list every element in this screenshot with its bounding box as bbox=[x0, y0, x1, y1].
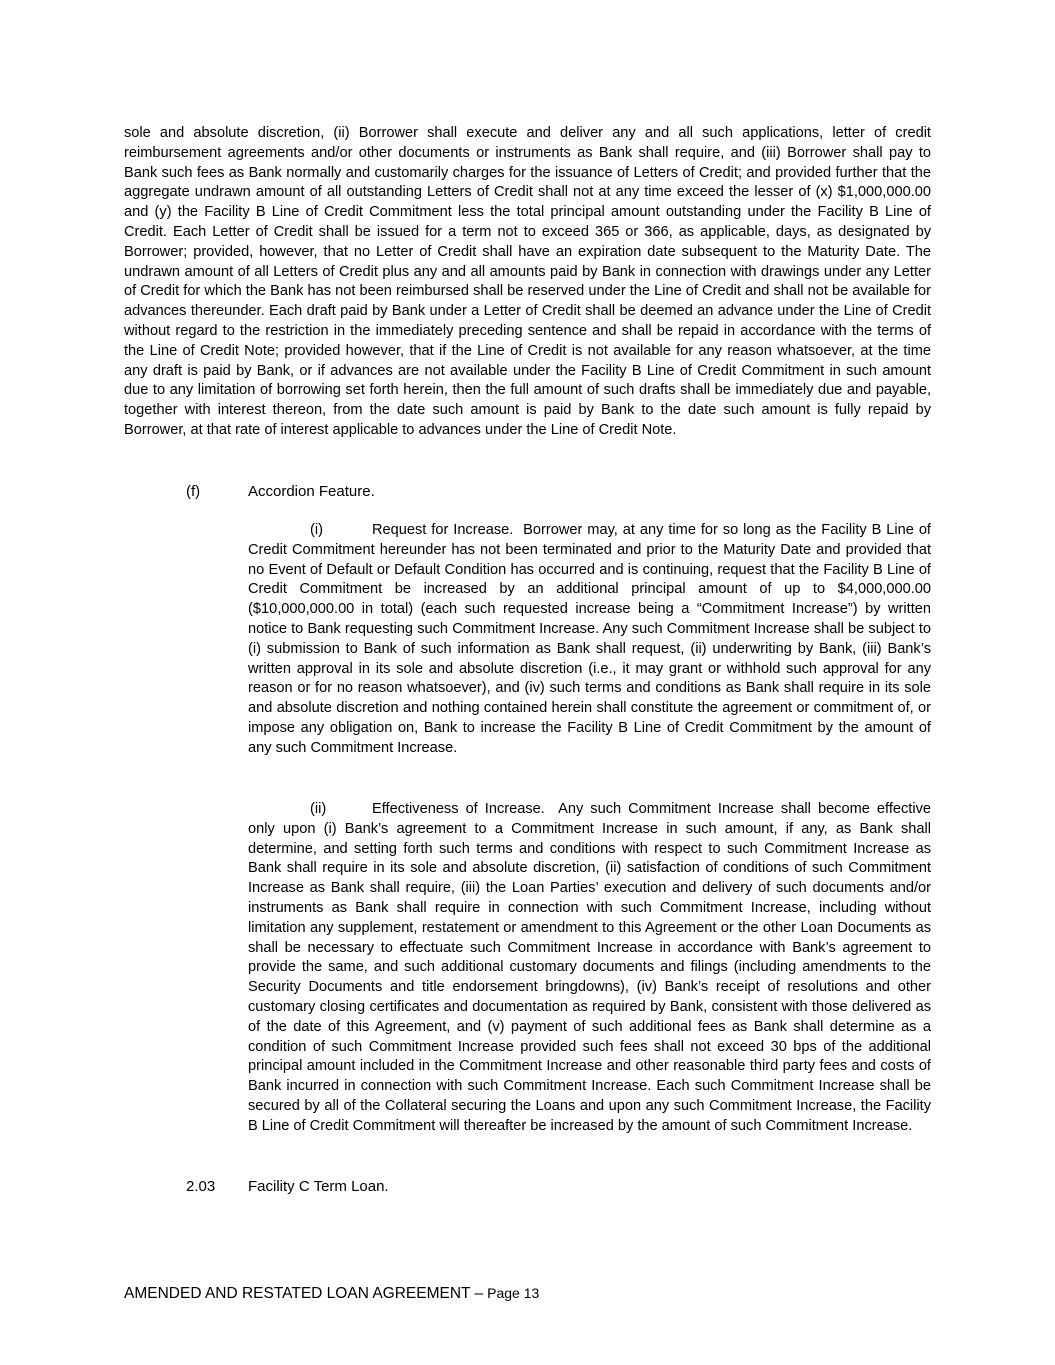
subsection-i-title: Request for Increase. bbox=[372, 522, 514, 538]
section-203-title: Facility C Term Loan. bbox=[248, 1178, 389, 1195]
subsection-i-number: (i) bbox=[310, 522, 323, 538]
section-f-number: (f) bbox=[186, 483, 201, 500]
section-f-title: Accordion Feature. bbox=[248, 483, 375, 500]
subsection-ii-title: Effectiveness of Increase. bbox=[372, 801, 545, 817]
footer-dash: – bbox=[474, 1285, 484, 1302]
body-paragraph: sole and absolute discretion, (ii) Borrower shall execute and deliver any and all such applications, letter of credit reimbursement agreements and/or other documents or instruments as Bank shall require, and (iii) Borrower shall pay to Bank such fees as Bank normally and customarily charges for the issuance of Letters of Credit; and provided further that the aggregate undrawn amount of all outstanding Letters of Credit shall not at any time exceed the lesser of (x) $1,000,000.00 and (y) the Facility B Line of Credit Commitment less the total principal amount outstanding under the Facility B Line of Credit. Each Letter of Credit shall be issued for a term not to exceed 365 or 366, as applicable, days, as designated by Borrower; provided, however, that no Letter of Credit shall have an expiration date subsequent to the Maturity Date. The undrawn amount of all Letters of Credit plus any and all amounts paid by Bank in connection with drawings under any Letter of Credit for which the Bank has not been reimbursed shall be reserved under the Line of Credit and shall not be available for advances thereunder. Each draft paid by Bank under a Letter of Credit shall be deemed an advance under the Line of Credit without regard to the restriction in the immediately preceding sentence and shall be repaid in accordance with the terms of the Line of Credit Note; provided however, that if the Line of Credit is not available for any reason whatsoever, at the time any draft is paid by Bank, or if advances are not available under the Facility B Line of Credit Commitment in such amount due to any limitation of borrowing set forth herein, then the full amount of such drafts shall be immediately due and payable, together with interest thereon, from the date such amount is paid by Bank to the date such amount is fully repaid by Borrower, at that rate of interest applicable to advances under the Line of Credit Note. bbox=[124, 125, 931, 438]
subsection-ii-number: (ii) bbox=[310, 801, 327, 817]
subsection-i-paragraph bbox=[248, 521, 931, 759]
subsection-ii-paragraph bbox=[248, 800, 931, 1137]
section-203-number: 2.03 bbox=[186, 1178, 216, 1195]
page-footer bbox=[124, 1283, 539, 1304]
footer-title: AMENDED AND RESTATED LOAN AGREEMENT bbox=[124, 1285, 471, 1302]
footer-page-number: Page 13 bbox=[487, 1285, 540, 1301]
subsection-i-text: Borrower may, at any time for so long as the Facility B Line of Credit Commitment hereunder has not been terminated and prior to the Maturity Date and provided that no Event of Default or Default Condition has occurred and is continuing, request that the Facility B Line of Credit Commitment be increased by an additional principal amount of up to $4,000,000.00 ($10,000,000.00 in total) (each such requested increase being a “Commitment Increase”) by written notice to Bank requesting such Commitment Increase. Any such Commitment Increase shall be subject to (i) submission to Bank of such information as Bank shall request, (ii) underwriting by Bank, (iii) Bank’s written approval in its sole and absolute discretion (i.e., it may grant or withhold such approval for any reason or for no reason whatsoever), and (iv) such terms and conditions as Bank shall require in its sole and absolute discretion and nothing contained herein shall constitute the agreement or commitment of, or impose any obligation on, Bank to increase the Facility B Line of Credit Commitment by the amount of any such Commitment Increase. bbox=[248, 522, 931, 756]
subsection-ii-text: Any such Commitment Increase shall become effective only upon (i) Bank’s agreement to a Commitment Increase in such amount, if any, as Bank shall determine, and setting forth such terms and conditions with respect to such Commitment Increase as Bank shall require in its sole and absolute discretion, (ii) satisfaction of conditions of such Commitment Increase as Bank shall require, (iii) the Loan Parties’ execution and delivery of such documents and/or instruments as Bank shall require in connection with such Commitment Increase, including without limitation any supplement, restatement or amendment to this Agreement or the other Loan Documents as shall be necessary to effectuate such Commitment Increase in accordance with Bank’s agreement to provide the same, and such additional customary documents and filings (including amendments to the Security Documents and title endorsement bringdowns), (iv) Bank’s receipt of resolutions and other customary closing certificates and documentation as required by Bank, consistent with those delivered as of the date of this Agreement, and (v) payment of such additional fees as Bank shall determine as a condition of such Commitment Increase provided such fees shall not exceed 30 bps of the additional principal amount included in the Commitment Increase and other reasonable third party fees and costs of Bank incurred in connection with such Commitment Increase. Each such Commitment Increase shall be secured by all of the Collateral securing the Loans and upon any such Commitment Increase, the Facility B Line of Credit Commitment will thereafter be increased by the amount of such Commitment Increase. bbox=[248, 801, 931, 1134]
